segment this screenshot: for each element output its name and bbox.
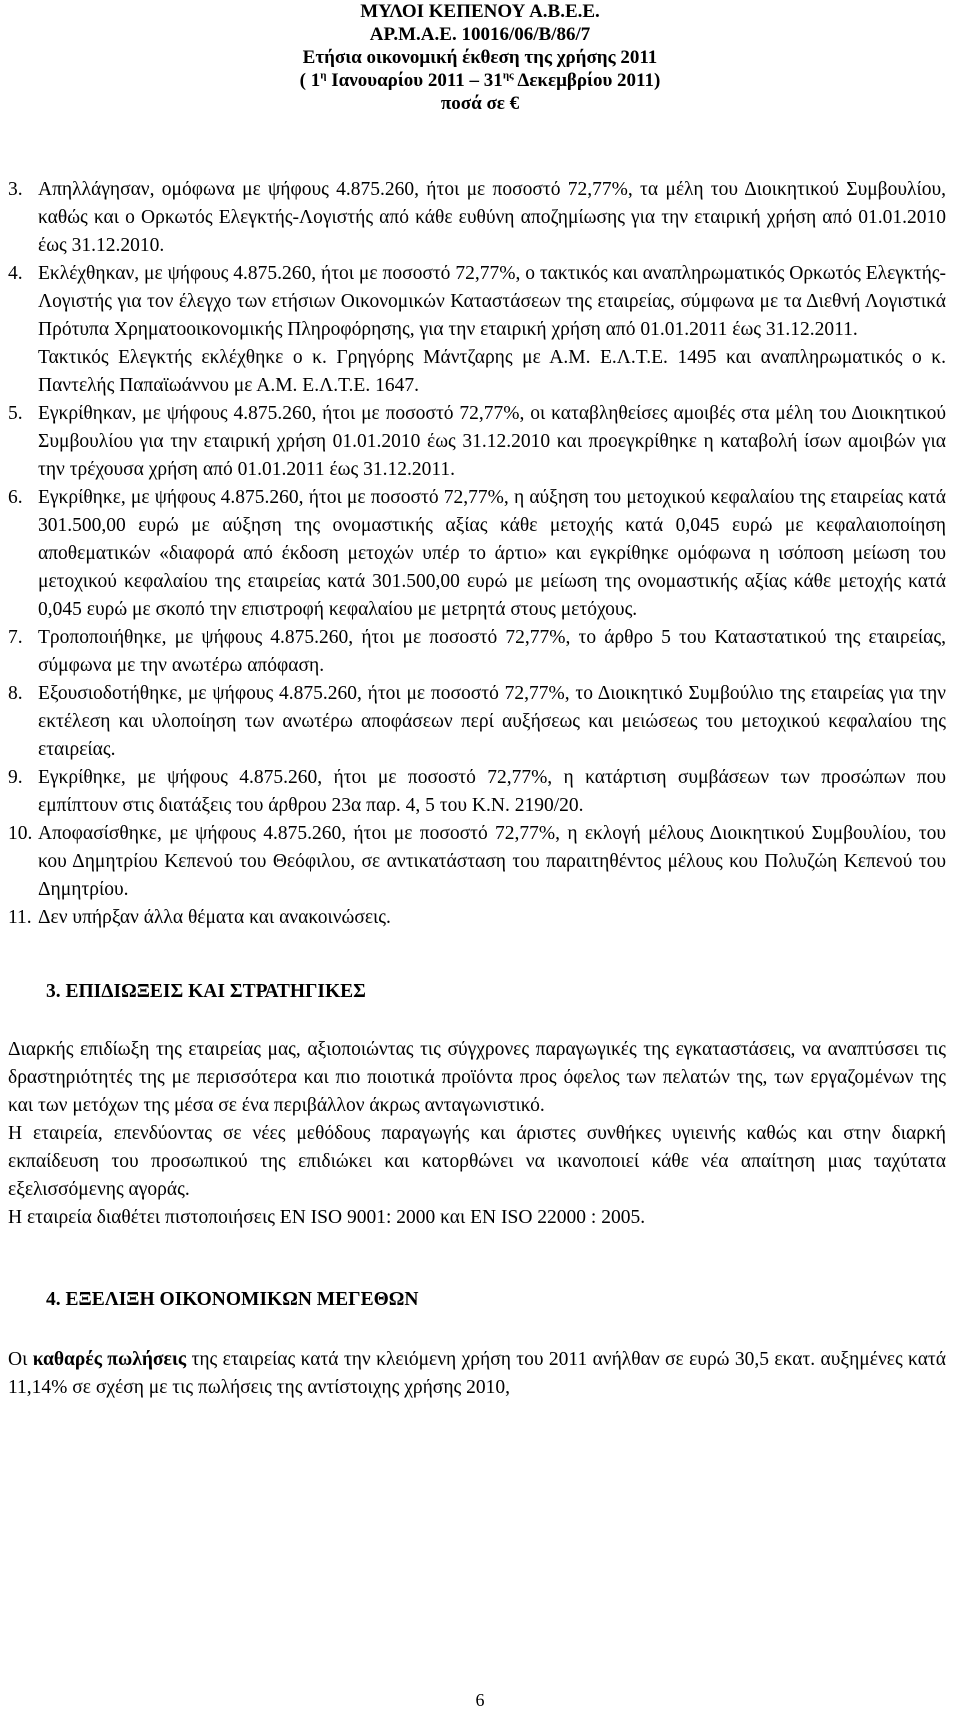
list-item: 3. Απηλλάγησαν, ομόφωνα με ψήφους 4.875.260, ήτοι με ποσοστό 72,77%, τα μέλη του Διοικητικού Συμβουλίου, καθώς και ο Ορκωτός Ελεγκτής-Λογιστής από κάθε ευθύνη αποζημίωσης για την εταιρική χρήση από 01.01.2010 έως 31.12.2010. xyxy=(8,179,946,256)
list-item: 6. Εγκρίθηκε, με ψήφους 4.875.260, ήτοι με ποσοστό 72,77%, η αύξηση του μετοχικού κεφαλαίου της εταιρείας κατά 301.500,00 ευρώ με αύξηση της ονομαστικής αξίας κάθε μετοχής κατά 0,045 ευρώ με κεφαλαιοποίηση αποθεματικών «διαφορά από έκδοση μετοχών υπέρ το άρτιο» και εγκρίθηκε ομόφωνα η ισόποση μείωση του μετοχικού κεφαλαίου της εταιρείας κατά 301.500,00 ευρώ με μείωση της ονομαστικής αξίας κάθε μετοχής κατά 0,045 ευρώ με σκοπό την επιστροφή κεφαλαίου με μετρητά στους μετόχους. xyxy=(8,487,946,620)
section-heading: 3. ΕΠΙΔΙΩΞΕΙΣ ΚΑΙ ΣΤΡΑΤΗΓΙΚΕΣ xyxy=(46,981,366,1002)
section-heading: 4. ΕΞΕΛΙΞΗ ΟΙΚΟΝΟΜΙΚΩΝ ΜΕΓΕΘΩΝ xyxy=(46,1289,419,1310)
company-name: ΜΥΛΟΙ ΚΕΠΕΝΟΥ Α.Β.Ε.Ε. xyxy=(360,1,600,22)
currency-note: ποσά σε € xyxy=(440,93,520,114)
auditor-names: Τακτικός Ελεγκτής εκλέχθηκε ο κ. Γρηγόρης Μάντζαρης με Α.Μ. Ε.Λ.Τ.Ε. 1495 και αναπληρωματικός ο κ. Παντελής Παπαϊωάννου με Α.Μ. Ε.Λ.Τ.Ε. 1647. xyxy=(38,347,946,396)
paragraph: Η εταιρεία, επενδύοντας σε νέες μεθόδους παραγωγής και άριστες συνθήκες υγιεινής καθώς και στην διαρκή εκπαίδευση του προσωπικού της επιδιώκει και κατορθώνει να ικανοποιεί κάθε νέα απαίτηση μιας ταχύτατα εξελισσόμενης αγοράς. xyxy=(8,1123,946,1200)
list-item: 10. Αποφασίσθηκε, με ψήφους 4.875.260, ήτοι με ποσοστό 72,77%, η εκλογή μέλους Διοικητικού Συμβουλίου, του κου Δημητρίου Κεπενού του Θεόφιλου, σε αντικατάσταση του παραιτηθέντος μέλους κου Πολυζώη Κεπενού του Δημητρίου. xyxy=(8,823,946,900)
report-title: Ετήσια οικονομική έκθεση της χρήσης 2011 xyxy=(302,47,658,68)
paragraph: Οι καθαρές πωλήσεις της εταιρείας κατά την κλειόμενη χρήση του 2011 ανήλθαν σε ευρώ 30,5 εκατ. αυξημένες κατά 11,14% σε σχέση με τις πωλήσεις της αντίστοιχης χρήσης 2010, xyxy=(8,1349,946,1398)
list-item: 8. Εξουσιοδοτήθηκε, με ψήφους 4.875.260, ήτοι με ποσοστό 72,77%, το Διοικητικό Συμβούλιο της εταιρείας για την εκτέλεση και υλοποίηση των ανωτέρω αποφάσεων περί αυξήσεως και μειώσεως του μετοχικού κεφαλαίου της εταιρείας. xyxy=(8,683,946,760)
page-number: 6 xyxy=(475,1690,485,1710)
list-item: 7. Τροποποιήθηκε, με ψήφους 4.875.260, ήτοι με ποσοστό 72,77%, το άρθρο 5 του Καταστατικού της εταιρείας, σύμφωνα με την ανωτέρω απόφαση. xyxy=(8,627,946,676)
document-header xyxy=(0,0,960,115)
document-body xyxy=(8,176,946,1402)
report-period: ( $1^\eta$ Ιανουαρίου $2011 - 31^{\eta\varsigma}$ Δεκεμβρίου 2011) xyxy=(299,69,661,91)
registration-number: ΑΡ.Μ.Α.Ε. 10016/06/Β/86/7 xyxy=(369,24,591,45)
list-item: 9. Εγκρίθηκε, με ψήφους 4.875.260, ήτοι με ποσοστό 72,77%, η κατάρτιση συμβάσεων των προσώπων που εμπίπτουν στις διατάξεις του άρθρου 23α παρ. 4, 5 του Κ.Ν. 2190/20. xyxy=(8,767,946,816)
paragraph: Η εταιρεία διαθέτει πιστοποιήσεις ΕΝ ISO 9001: 2000 και ΕΝ ISO 22000 : 2005. xyxy=(8,1207,646,1228)
paragraph: Διαρκής επιδίωξη της εταιρείας μας, αξιοποιώντας τις σύγχρονες παραγωγικές της εγκαταστάσεις, να αναπτύσσει τις δραστηριότητές της με περισσότερα και πιο ποιοτικά προϊόντα προς όφελος των πελατών της, των εργαζομένων της και των μετόχων της μέσα σε ένα περιβάλλον άκρως ανταγωνιστικό. xyxy=(8,1039,946,1116)
list-item: 11. Δεν υπήρξαν άλλα θέματα και ανακοινώσεις. xyxy=(8,907,391,928)
list-item: 5. Εγκρίθηκαν, με ψήφους 4.875.260, ήτοι με ποσοστό 72,77%, οι καταβληθείσες αμοιβές στα μέλη του Διοικητικού Συμβουλίου για την εταιρική χρήση 01.01.2010 έως 31.12.2010 και προεγκρίθηκε η καταβολή ίσων αμοιβών για την τρέχουσα χρήση από 01.01.2011 έως 31.12.2011. xyxy=(8,403,946,480)
list-item: 4. Εκλέχθηκαν, με ψήφους 4.875.260, ήτοι με ποσοστό 72,77%, ο τακτικός και αναπληρωματικός Ορκωτός Ελεγκτής-Λογιστής για τον έλεγχο των ετήσιων Οικονομικών Καταστάσεων της εταιρείας, σύμφωνα με τα Διεθνή Λογιστικά Πρότυπα Χρηματοοικονομικής Πληροφόρησης, για την εταιρική χρήση από 01.01.2011 έως 31.12.2011. xyxy=(8,263,946,340)
